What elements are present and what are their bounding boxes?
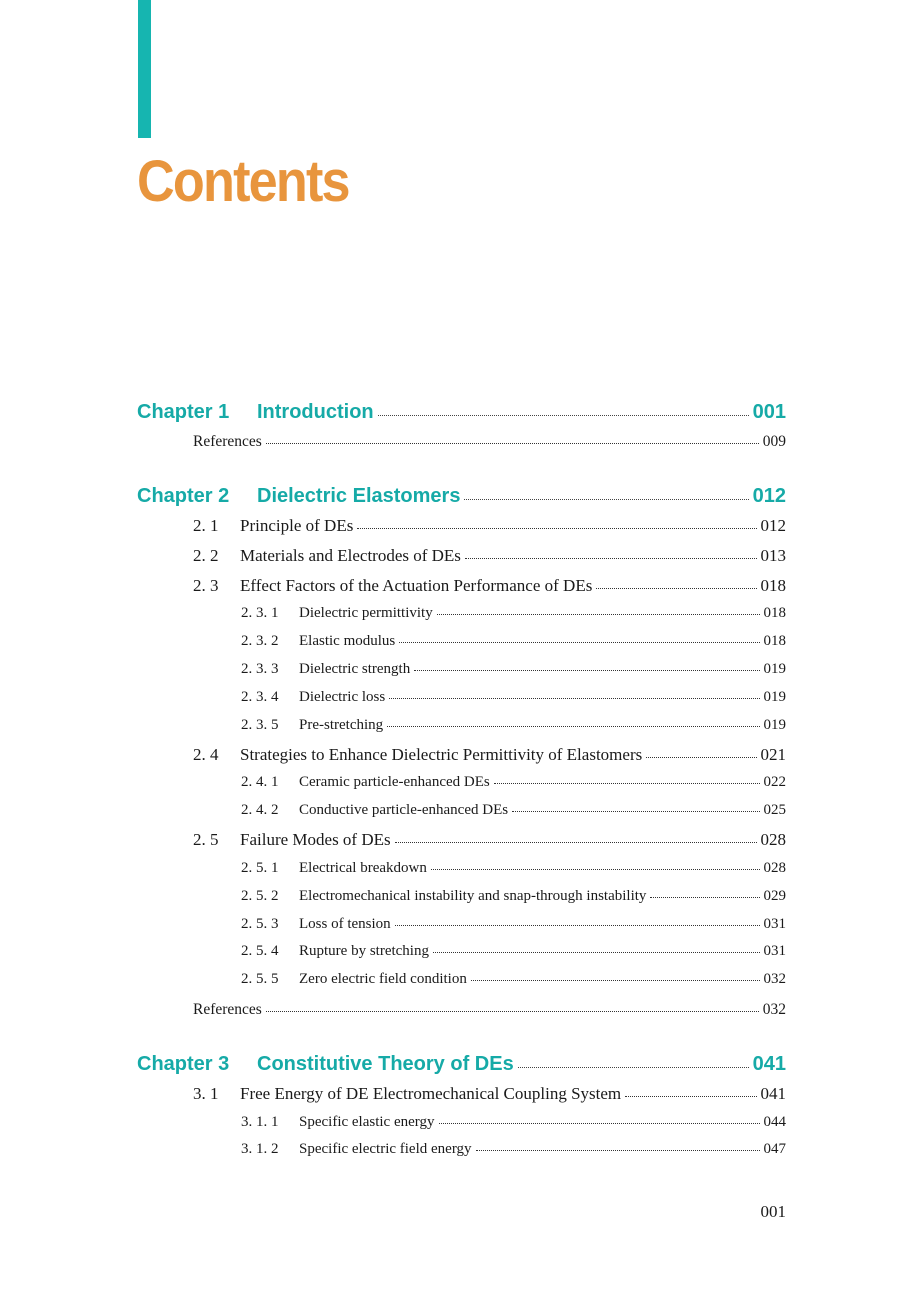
toc-entry-title: Strategies to Enhance Dielectric Permittivity of Elastomers xyxy=(240,745,643,764)
leader-dots xyxy=(518,1067,749,1068)
toc-entry-number: 2. 5. 2 xyxy=(241,888,279,904)
toc-subsection-entry[interactable] xyxy=(241,689,786,706)
leader-dots xyxy=(596,588,756,589)
toc-entry-title: References xyxy=(193,1001,262,1018)
toc-subsection-entry[interactable] xyxy=(241,605,786,622)
toc-entry-number: 2. 4 xyxy=(193,745,219,764)
toc-subsection-entry[interactable] xyxy=(241,943,786,960)
toc-entry-page: 009 xyxy=(762,433,786,450)
toc-entry-number: 3. 1 xyxy=(193,1084,219,1103)
toc-subsection-entry[interactable] xyxy=(241,717,786,734)
toc-entry-page: 012 xyxy=(752,485,786,507)
accent-bar xyxy=(138,0,151,138)
leader-dots xyxy=(476,1150,760,1151)
toc-entry-page: 032 xyxy=(762,1001,786,1018)
toc-entry-page: 001 xyxy=(752,401,786,423)
toc-entry-number: 2. 3. 2 xyxy=(241,633,279,649)
toc-entry-number: 2. 2 xyxy=(193,546,219,565)
toc-entry-page: 013 xyxy=(760,546,786,565)
toc-entry-number: 3. 1. 2 xyxy=(241,1141,279,1157)
leader-dots xyxy=(395,842,757,843)
toc-entry-number: 2. 4. 2 xyxy=(241,802,279,818)
leader-dots xyxy=(266,1011,759,1012)
toc-subsection-entry[interactable] xyxy=(241,1141,786,1158)
toc-entry-page: 041 xyxy=(752,1053,786,1075)
toc-section-entry[interactable] xyxy=(193,1084,786,1104)
toc-entry-title: Electrical breakdown xyxy=(299,860,427,876)
toc-entry-page: 019 xyxy=(763,689,786,705)
toc-entry-title: Dielectric strength xyxy=(299,661,411,677)
leader-dots xyxy=(378,415,749,416)
toc-entry-number: 2. 3 xyxy=(193,576,219,595)
toc-entry-title: Specific elastic energy xyxy=(299,1114,435,1130)
toc-entry-title: Dielectric permittivity xyxy=(299,605,433,621)
toc-subsection-entry[interactable] xyxy=(241,888,786,905)
toc-entry-title: Dielectric loss xyxy=(299,689,386,705)
toc-entry-page: 031 xyxy=(763,916,786,932)
toc-entry-title: Materials and Electrodes of DEs xyxy=(240,546,461,565)
toc-entry-page: 041 xyxy=(760,1084,786,1103)
leader-dots xyxy=(464,499,748,500)
toc-entry-page: 019 xyxy=(763,661,786,677)
toc-entry-title: Free Energy of DE Electromechanical Coupling System xyxy=(240,1084,622,1103)
toc-section-entry[interactable] xyxy=(193,745,786,765)
toc-entry-title: Conductive particle-enhanced DEs xyxy=(299,802,509,818)
toc-entry-title: Specific electric field energy xyxy=(299,1141,472,1157)
toc-entry-title: Ceramic particle-enhanced DEs xyxy=(299,774,490,790)
toc-entry-page: 029 xyxy=(763,888,786,904)
toc-entry-title: Dielectric Elastomers xyxy=(257,485,461,507)
toc-section-entry[interactable] xyxy=(193,516,786,536)
toc-entry-title: Loss of tension xyxy=(299,916,391,932)
toc-entry-number: 3. 1. 1 xyxy=(241,1114,279,1130)
toc-entry-page: 018 xyxy=(763,633,786,649)
toc-entry-number: Chapter 1 xyxy=(137,401,230,423)
toc-entry-number: 2. 1 xyxy=(193,516,219,535)
toc-entry-title: Pre-stretching xyxy=(299,717,384,733)
leader-dots xyxy=(357,528,756,529)
leader-dots xyxy=(646,757,756,758)
toc-subsection-entry[interactable] xyxy=(241,860,786,877)
leader-dots xyxy=(395,925,760,926)
toc-section-entry[interactable] xyxy=(193,576,786,596)
leader-dots xyxy=(650,897,759,898)
toc-entry-title: Constitutive Theory of DEs xyxy=(257,1053,514,1075)
toc-entry-title: Principle of DEs xyxy=(240,516,354,535)
toc-section-entry[interactable] xyxy=(193,830,786,850)
toc-subsection-entry[interactable] xyxy=(241,774,786,791)
toc-entry-page: 018 xyxy=(760,576,786,595)
toc-entry-page: 047 xyxy=(763,1141,786,1157)
toc-entry-title: Electromechanical instability and snap-through instability xyxy=(299,888,647,904)
leader-dots xyxy=(387,726,759,727)
leader-dots xyxy=(399,642,759,643)
toc-entry-page: 019 xyxy=(763,717,786,733)
toc-entry-number: 2. 5. 1 xyxy=(241,860,279,876)
leader-dots xyxy=(431,869,760,870)
toc-entry-page: 028 xyxy=(763,860,786,876)
toc-entry-number: 2. 3. 4 xyxy=(241,689,279,705)
leader-dots xyxy=(266,443,759,444)
toc-entry-title: Rupture by stretching xyxy=(299,943,429,959)
toc-subsection-entry[interactable] xyxy=(241,661,786,678)
toc-subsection-entry[interactable] xyxy=(241,802,786,819)
toc-subsection-entry[interactable] xyxy=(241,1114,786,1131)
toc-entry-number: 2. 5. 3 xyxy=(241,916,279,932)
toc-entry-number: 2. 3. 5 xyxy=(241,717,279,733)
leader-dots xyxy=(465,558,757,559)
toc-references-entry[interactable] xyxy=(193,1001,786,1019)
leader-dots xyxy=(494,783,760,784)
toc-entry-title: Effect Factors of the Actuation Performance of DEs xyxy=(240,576,593,595)
toc-entry-number: 2. 5. 5 xyxy=(241,971,279,987)
toc-entry-page: 028 xyxy=(760,830,786,849)
toc-subsection-entry[interactable] xyxy=(241,971,786,988)
toc-subsection-entry[interactable] xyxy=(241,633,786,650)
leader-dots xyxy=(414,670,759,671)
toc-chapter-entry[interactable] xyxy=(137,1053,786,1076)
toc-entry-number: Chapter 3 xyxy=(137,1053,230,1075)
toc-entry-number: 2. 4. 1 xyxy=(241,774,279,790)
leader-dots xyxy=(437,614,760,615)
toc-entry-page: 032 xyxy=(763,971,786,987)
page-number: 001 xyxy=(760,1202,786,1221)
toc-entry-title: Introduction xyxy=(257,401,374,423)
toc-entry-title: Elastic modulus xyxy=(299,633,396,649)
toc-subsection-entry[interactable] xyxy=(241,916,786,933)
toc-entry-page: 025 xyxy=(763,802,786,818)
toc-entry-page: 044 xyxy=(763,1114,786,1130)
leader-dots xyxy=(625,1096,756,1097)
toc-entry-page: 031 xyxy=(763,943,786,959)
toc-entry-number: 2. 5 xyxy=(193,830,219,849)
toc-entry-page: 022 xyxy=(763,774,786,790)
leader-dots xyxy=(439,1123,760,1124)
leader-dots xyxy=(471,980,760,981)
toc-section-entry[interactable] xyxy=(193,546,786,566)
toc-references-entry[interactable] xyxy=(193,433,786,451)
toc-entry-title: Zero electric field condition xyxy=(299,971,467,987)
page-title: Contents xyxy=(137,149,349,214)
toc-entry-number: 2. 3. 1 xyxy=(241,605,279,621)
toc-entry-page: 021 xyxy=(760,745,786,764)
leader-dots xyxy=(389,698,759,699)
toc-entry-number: Chapter 2 xyxy=(137,485,230,507)
toc-entry-title: References xyxy=(193,433,262,450)
toc-entry-page: 012 xyxy=(760,516,786,535)
toc-entry-number: 2. 3. 3 xyxy=(241,661,279,677)
toc-chapter-entry[interactable] xyxy=(137,485,786,508)
toc-entry-page: 018 xyxy=(763,605,786,621)
toc-chapter-entry[interactable] xyxy=(137,401,786,424)
toc-entry-title: Failure Modes of DEs xyxy=(240,830,391,849)
toc-entry-number: 2. 5. 4 xyxy=(241,943,279,959)
leader-dots xyxy=(433,952,760,953)
leader-dots xyxy=(512,811,759,812)
